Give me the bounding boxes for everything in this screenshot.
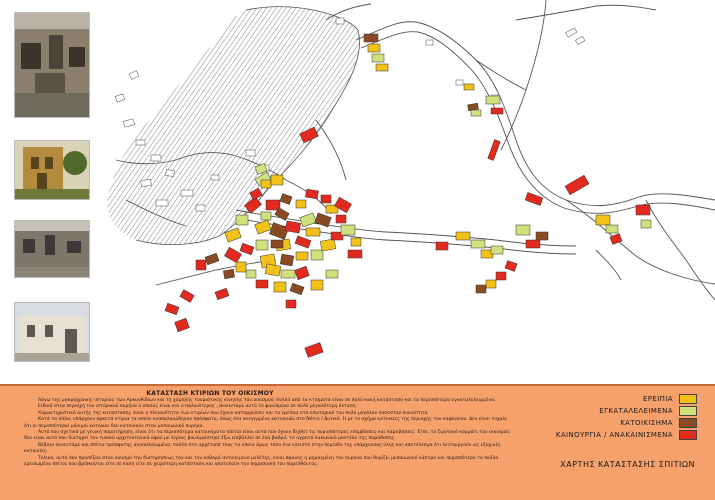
building bbox=[295, 266, 310, 280]
legend-label: ΕΡΕΙΠΙΑ bbox=[642, 395, 673, 403]
building bbox=[476, 285, 486, 293]
legend-label: ΕΓΚΑΤΑΛΕΛΕΙΜΕΝΑ bbox=[599, 407, 673, 415]
caption-paragraph: Λόγω της μακρόχρονης ιστορίας των Αρκυνθιδίων και τη χαμηλής τουριστικής κίνησης του οικισμού, πολλά από τα κτίσματα είναι σε πολύ κακή κατάσταση και τα περισσότερα εγκαταλελειμμένα. bbox=[38, 398, 496, 403]
building bbox=[300, 213, 317, 227]
building bbox=[368, 44, 380, 52]
caption-body bbox=[24, 398, 514, 468]
legend-item-abandoned bbox=[517, 405, 697, 417]
building bbox=[606, 225, 618, 233]
building bbox=[256, 280, 268, 288]
renovated-house-image bbox=[15, 303, 89, 361]
building bbox=[311, 250, 323, 260]
building bbox=[372, 54, 384, 62]
building bbox=[280, 254, 294, 266]
caption-paragraph: Χαρακτηριστικό αυτής της κατάστασης είναι η πλειονότητα των κτιρίων που έχουν καταρρεύσει και τα ερείπια στο εσωτερικό του πολύ μεγάλου ποσοστού πυκνότητα. bbox=[38, 410, 430, 416]
building bbox=[456, 232, 470, 240]
building bbox=[516, 225, 530, 235]
building bbox=[240, 243, 254, 255]
settlement-map bbox=[96, 0, 715, 382]
building bbox=[180, 290, 194, 303]
caption-paragraph: Ειδικά στην περιοχή του ιστορικού πυρήνα ο οποίος είναι και ο παλαιότερος , συναντάμε αυτό το φαινόμενο σε πολύ μεγαλύτερη έκταση. bbox=[38, 404, 358, 410]
building bbox=[326, 270, 338, 278]
building bbox=[471, 240, 485, 248]
building bbox=[341, 225, 355, 235]
building bbox=[285, 221, 301, 233]
caption-title: ΚΑΤΑΣΤΑΣΗ ΚΤΙΡΙΩΝ ΤΟΥ ΟΙΚΙΣΜΟΥ bbox=[146, 390, 274, 397]
building bbox=[261, 180, 271, 188]
building bbox=[471, 110, 481, 116]
building bbox=[565, 175, 589, 195]
building bbox=[296, 200, 306, 208]
building bbox=[165, 303, 179, 315]
building bbox=[486, 96, 500, 104]
caption-paragraph: Αυτό που σχετικά με γενική παρατήρηση, είναι ότι τα περισσότερα κατοικήματα σπίτια είναι αυτά που έχουν δεχθεί τις περισσότερες επεμβάσεις και παραβάσεις. Έτσι, το ζωντανό κομμάτι του οικισμού, δεν είναι αυτό που διατηρεί τον τυπικό αρχιτεκτονικό αφού με λίγους βουλιμάστηκε έξω επιβάλλει σε ένα βαθμό, το αγροτό λακωνικό μοντέλο της παράδοσης. bbox=[24, 430, 511, 442]
caption-paragraph: Τελικά, αυτό που προσέξαν στον οικισμό την διατηρήσεως του και τον καθαρό αντικείμενο μελέτης, είναι σφανής η ρημαγμένη του πυρήνα που θυμίζει μεσαιωνικό κάστρο και περισσότερο τα πολλά ερειπωμένα σπίτια που βρίσκονται είτε σε καλή είτε σε χειρότερη κατάσταση και αποτελούν την σημασιακή του παρελθόντος. bbox=[24, 455, 499, 468]
legend-swatch-renovated bbox=[679, 430, 697, 440]
building bbox=[376, 64, 388, 71]
building bbox=[486, 280, 496, 288]
building bbox=[305, 343, 323, 358]
photo-abandoned-house bbox=[14, 140, 90, 200]
legend-swatch-abandoned bbox=[679, 406, 697, 416]
inhabited-house-image bbox=[15, 221, 89, 277]
building bbox=[496, 272, 506, 280]
building bbox=[364, 34, 378, 42]
building bbox=[236, 262, 246, 272]
building bbox=[596, 215, 610, 225]
building bbox=[348, 250, 362, 258]
building bbox=[641, 220, 651, 228]
map-legend bbox=[517, 393, 697, 441]
building bbox=[224, 247, 241, 263]
building bbox=[271, 240, 283, 248]
building bbox=[315, 213, 332, 227]
building bbox=[636, 205, 650, 215]
building bbox=[271, 175, 283, 185]
photo-inhabited-house bbox=[14, 220, 90, 278]
ruined-house-image bbox=[15, 13, 89, 117]
building bbox=[236, 215, 248, 225]
building bbox=[491, 108, 503, 114]
building bbox=[436, 242, 448, 250]
building bbox=[505, 261, 517, 272]
building bbox=[280, 194, 292, 205]
building bbox=[281, 270, 295, 278]
building bbox=[491, 246, 503, 254]
legend-item-inhabited bbox=[517, 417, 697, 429]
caption-paragraph: Βέβαια συνεντάμε και σπίτια πρόσφατης αναπαλαιωμένα, πολλά στο αρχέτυπό τους τα οποία όμως τόσο ένα κλειστά στην περίοδο της υπάρχουσας ύλης και αποτέλεσμα ότι λειτουργούν ως εξοχικές κατοικίες. bbox=[24, 442, 501, 455]
building bbox=[286, 300, 296, 308]
building bbox=[256, 240, 268, 250]
building bbox=[320, 239, 336, 251]
legend-swatch-inhabited bbox=[679, 418, 697, 428]
map-title: ΧΑΡΤΗΣ ΚΑΤΑΣΤΑΣΗΣ ΣΠΙΤΙΩΝ bbox=[560, 460, 695, 469]
abandoned-house-image bbox=[15, 141, 89, 199]
legend-label: ΚΑΙΝΟΥΡΓΙΑ / ΑΝΑΚΑΙΝΙΣΜΕΝΑ bbox=[555, 431, 673, 439]
info-panel bbox=[0, 384, 715, 500]
building bbox=[266, 200, 280, 210]
map-drawing bbox=[96, 0, 715, 382]
legend-label: ΚΑΤΟΙΚΙΣΗΜΑ bbox=[620, 419, 673, 427]
building bbox=[296, 252, 308, 260]
building bbox=[261, 212, 271, 220]
building bbox=[265, 264, 281, 276]
building bbox=[351, 238, 361, 246]
building bbox=[468, 103, 479, 111]
building bbox=[274, 282, 286, 292]
building bbox=[306, 228, 320, 236]
building bbox=[321, 195, 331, 203]
caption-paragraph: Κατά τα άλλα, υπάρχουν αρκετά κτίρια τα οποία αναπαλαιώθηκαν πρόσφατα, όπως ένα ανεγερμένο κατοικιών στο Νότιο / Δυτικό. Η με το σχήμα κατοικίες της περιοχής του καφενείου. Δεν είναι τυχαίο ότι οι περισσότεροι μόνιμοι κάτοικοι δεν κατοικούν στον μεσαιωνικό πυρήνα. bbox=[24, 417, 507, 429]
building bbox=[196, 260, 206, 270]
building bbox=[336, 215, 346, 223]
building bbox=[305, 189, 318, 199]
legend-item-renovated bbox=[517, 429, 697, 441]
photo-renovated-house bbox=[14, 302, 90, 362]
building bbox=[311, 280, 323, 290]
building bbox=[175, 318, 190, 332]
building bbox=[536, 232, 548, 240]
building bbox=[525, 193, 543, 206]
photo-ruined-house bbox=[14, 12, 90, 118]
legend-item-ruins bbox=[517, 393, 697, 405]
building bbox=[205, 253, 219, 265]
building bbox=[464, 84, 474, 90]
building bbox=[246, 270, 256, 278]
building bbox=[295, 236, 311, 248]
legend-swatch-ruins bbox=[679, 394, 697, 404]
building bbox=[488, 140, 500, 161]
building bbox=[526, 240, 540, 248]
building bbox=[290, 283, 304, 295]
building bbox=[215, 288, 229, 300]
building bbox=[223, 269, 234, 279]
